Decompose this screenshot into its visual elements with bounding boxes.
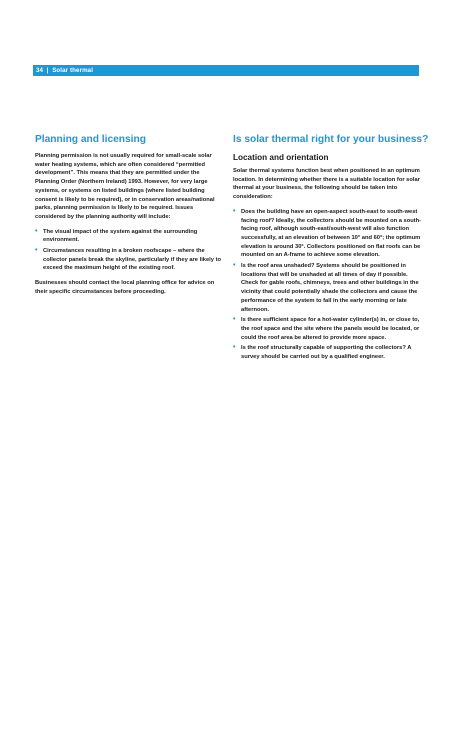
right-column — [233, 133, 429, 368]
planning-heading: Planning and licensing — [35, 134, 146, 145]
left-column — [35, 133, 225, 303]
location-intro-paragraph: Solar thermal systems function best when positioned in an optimum location. In determining whether there is a suitable location for solar thermal at your business, the following should be taken into consideration: — [233, 168, 420, 201]
page-number-label: 34 | Solar thermal — [36, 67, 94, 74]
list-item — [35, 247, 225, 273]
list-item-text: Does the building have an open-aspect south-east to south-west facing roof? Ideally, the collectors should be mounted on a south-facing roof, although south-east/south-west will also function successfully, at an elevation of between 10° and 60°; the optimum elevation is around 30°. Collectors positioned on flat roofs can be mounted on an A-frame to achieve some elevation. — [241, 208, 422, 259]
considerations-list — [233, 208, 423, 362]
bullet-icon: • — [233, 344, 236, 352]
suitability-heading: Is solar thermal right for your business? — [233, 134, 429, 145]
list-item — [233, 208, 423, 260]
list-item-text: Circumstances resulting in a broken roofscape – where the collector panels break the skyline, particularly if they are likely to exceed the maximum height of the existing roof. — [43, 248, 222, 272]
list-item-text: Is there sufficient space for a hot-water cylinder(s) in, or close to, the roof space and the site where the panels would be located, or could the roof area be altered to provide more space. — [241, 317, 420, 341]
location-subheading: Location and orientation — [233, 153, 329, 162]
list-item-text: The visual impact of the system against the surrounding environment. — [43, 228, 198, 244]
list-item — [233, 344, 423, 361]
planning-issues-list — [35, 228, 225, 274]
list-item-text: Is the roof area unshaded? Systems should be positioned in locations that will be unshaded at all times of day if possible. Check for gable roofs, chimneys, trees and other buildings in the vicinity that could potentially shade the collectors and cause the performance of the system to fall in the early morning or late afternoon. — [241, 263, 419, 313]
bullet-icon: • — [35, 227, 38, 235]
bullet-icon: • — [233, 316, 236, 324]
list-item — [35, 228, 225, 245]
list-item — [233, 316, 423, 342]
bullet-icon: • — [233, 262, 236, 270]
planning-closing-paragraph: Businesses should contact the local planning office for advice on their specific circumstances before proceeding. — [35, 280, 215, 295]
planning-intro-paragraph: Planning permission is not usually required for small-scale solar water heating systems, which are often considered “permitted development”. This means that they are permitted under the Planning Order (Northern Ireland) 1993. However, for very large systems, or systems on listed buildings (where listed building consent is likely to be required), or in conservation areas/national parks, planning permission is likely to be required. Issues considered by the planning authority will include: — [35, 153, 215, 220]
list-item — [233, 262, 423, 314]
page-header-bar — [33, 65, 419, 76]
bullet-icon: • — [35, 247, 38, 255]
bullet-icon: • — [233, 207, 236, 215]
list-item-text: Is the roof structurally capable of supporting the collectors? A survey should be carried out by a qualified engineer. — [241, 345, 412, 361]
